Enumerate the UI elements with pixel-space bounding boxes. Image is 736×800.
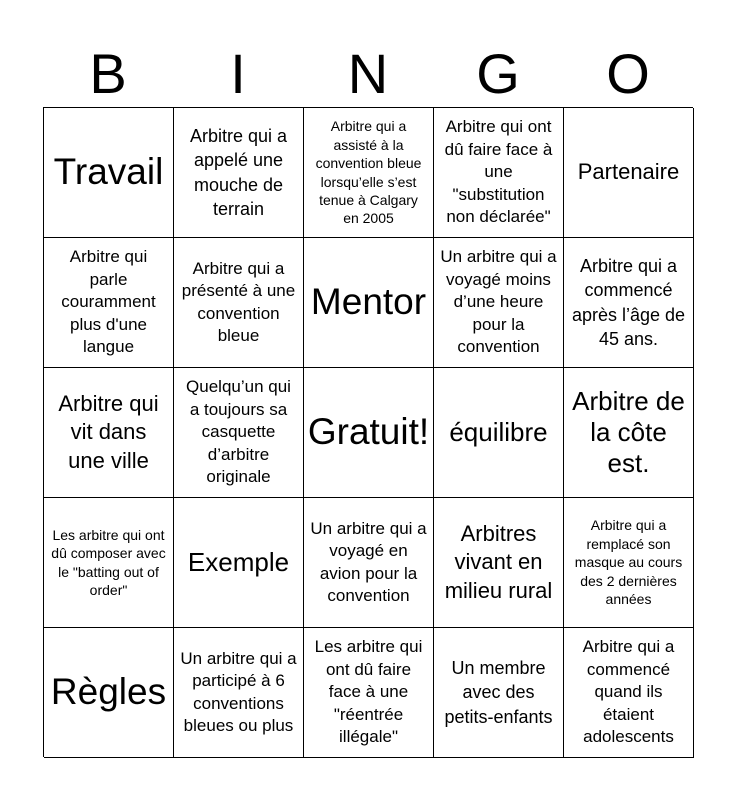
bingo-cell-free-space[interactable] (304, 368, 434, 498)
bingo-cell-text: Arbitre qui ont dû faire face à une "substitution non déclarée" (444, 117, 553, 227)
bingo-cell-text: Arbitre qui a assisté à la convention bleue lorsqu’elle s’est tenue à Calgary en 2005 (315, 118, 422, 227)
bingo-cell[interactable] (304, 238, 434, 368)
header-letter-b: B (89, 42, 127, 105)
bingo-cell[interactable] (174, 238, 304, 368)
bingo-cell[interactable] (44, 368, 174, 498)
bingo-cell[interactable] (434, 238, 564, 368)
bingo-cell[interactable] (174, 628, 304, 758)
header-letter-n: N (347, 42, 389, 105)
bingo-cell-text: Mentor (310, 281, 427, 323)
bingo-cell-text: Arbitre qui parle couramment plus d'une langue (61, 247, 156, 357)
bingo-cell-text: Arbitre de la côte est. (572, 385, 685, 479)
bingo-cell[interactable] (434, 498, 564, 628)
bingo-cell-text: Gratuit! (307, 411, 430, 453)
bingo-cell-text: Arbitre qui a appelé une mouche de terrain (189, 125, 288, 219)
bingo-cell[interactable] (434, 628, 564, 758)
bingo-cell-text: Quelqu’un qui a toujours sa casquette d’arbitre originale (186, 377, 291, 487)
bingo-cell-text: Règles (50, 671, 167, 713)
bingo-cell[interactable] (564, 108, 694, 238)
bingo-cell-text: Arbitre qui a commencé après l’âge de 45 ans. (571, 255, 686, 349)
bingo-cell[interactable] (564, 368, 694, 498)
bingo-cell[interactable] (304, 108, 434, 238)
bingo-cell-text: Arbitre qui a présenté à une convention bleue (181, 258, 296, 345)
bingo-cell[interactable] (434, 108, 564, 238)
bingo-cell-text: Arbitres vivant en milieu rural (444, 520, 553, 603)
bingo-cell-text: Partenaire (577, 159, 680, 185)
bingo-cell[interactable] (434, 368, 564, 498)
bingo-cell[interactable] (44, 108, 174, 238)
bingo-cell-text: Les arbitre qui ont dû composer avec le "batting out of order" (51, 526, 166, 598)
bingo-cell-text: Arbitre qui a commencé quand ils étaient adolescents (582, 637, 675, 747)
bingo-cell[interactable] (304, 498, 434, 628)
bingo-cell-text: équilibre (449, 416, 548, 447)
header-letter-i: I (230, 42, 246, 105)
bingo-cell[interactable] (304, 628, 434, 758)
bingo-cell[interactable] (44, 238, 174, 368)
bingo-cell-text: Arbitre qui a remplacé son masque au cours des 2 dernières années (574, 517, 683, 608)
bingo-cell[interactable] (44, 498, 174, 628)
bingo-cell[interactable] (174, 108, 304, 238)
bingo-cell[interactable] (564, 498, 694, 628)
bingo-cell[interactable] (174, 498, 304, 628)
bingo-header (43, 40, 693, 108)
header-letter-o: O (606, 42, 650, 105)
bingo-cell-text: Arbitre qui vit dans une ville (58, 390, 159, 473)
bingo-cell-text: Un membre avec des petits-enfants (444, 658, 553, 727)
bingo-cell-text: Travail (53, 151, 164, 193)
bingo-cell-text: Les arbitre qui ont dû faire face à une "réentrée illégale" (314, 637, 423, 747)
bingo-cell[interactable] (564, 238, 694, 368)
header-letter-g: G (476, 42, 520, 105)
bingo-cell-text: Un arbitre qui a participé à 6 conventions bleues ou plus (180, 648, 297, 735)
bingo-cell[interactable] (174, 368, 304, 498)
bingo-cell-text: Un arbitre qui a voyagé en avion pour la convention (310, 518, 427, 605)
bingo-cell-text: Exemple (187, 546, 290, 577)
bingo-cell[interactable] (564, 628, 694, 758)
bingo-card-grid (43, 107, 693, 757)
bingo-cell[interactable] (44, 628, 174, 758)
bingo-cell-text: Un arbitre qui a voyagé moins d’une heure pour la convention (440, 247, 557, 357)
